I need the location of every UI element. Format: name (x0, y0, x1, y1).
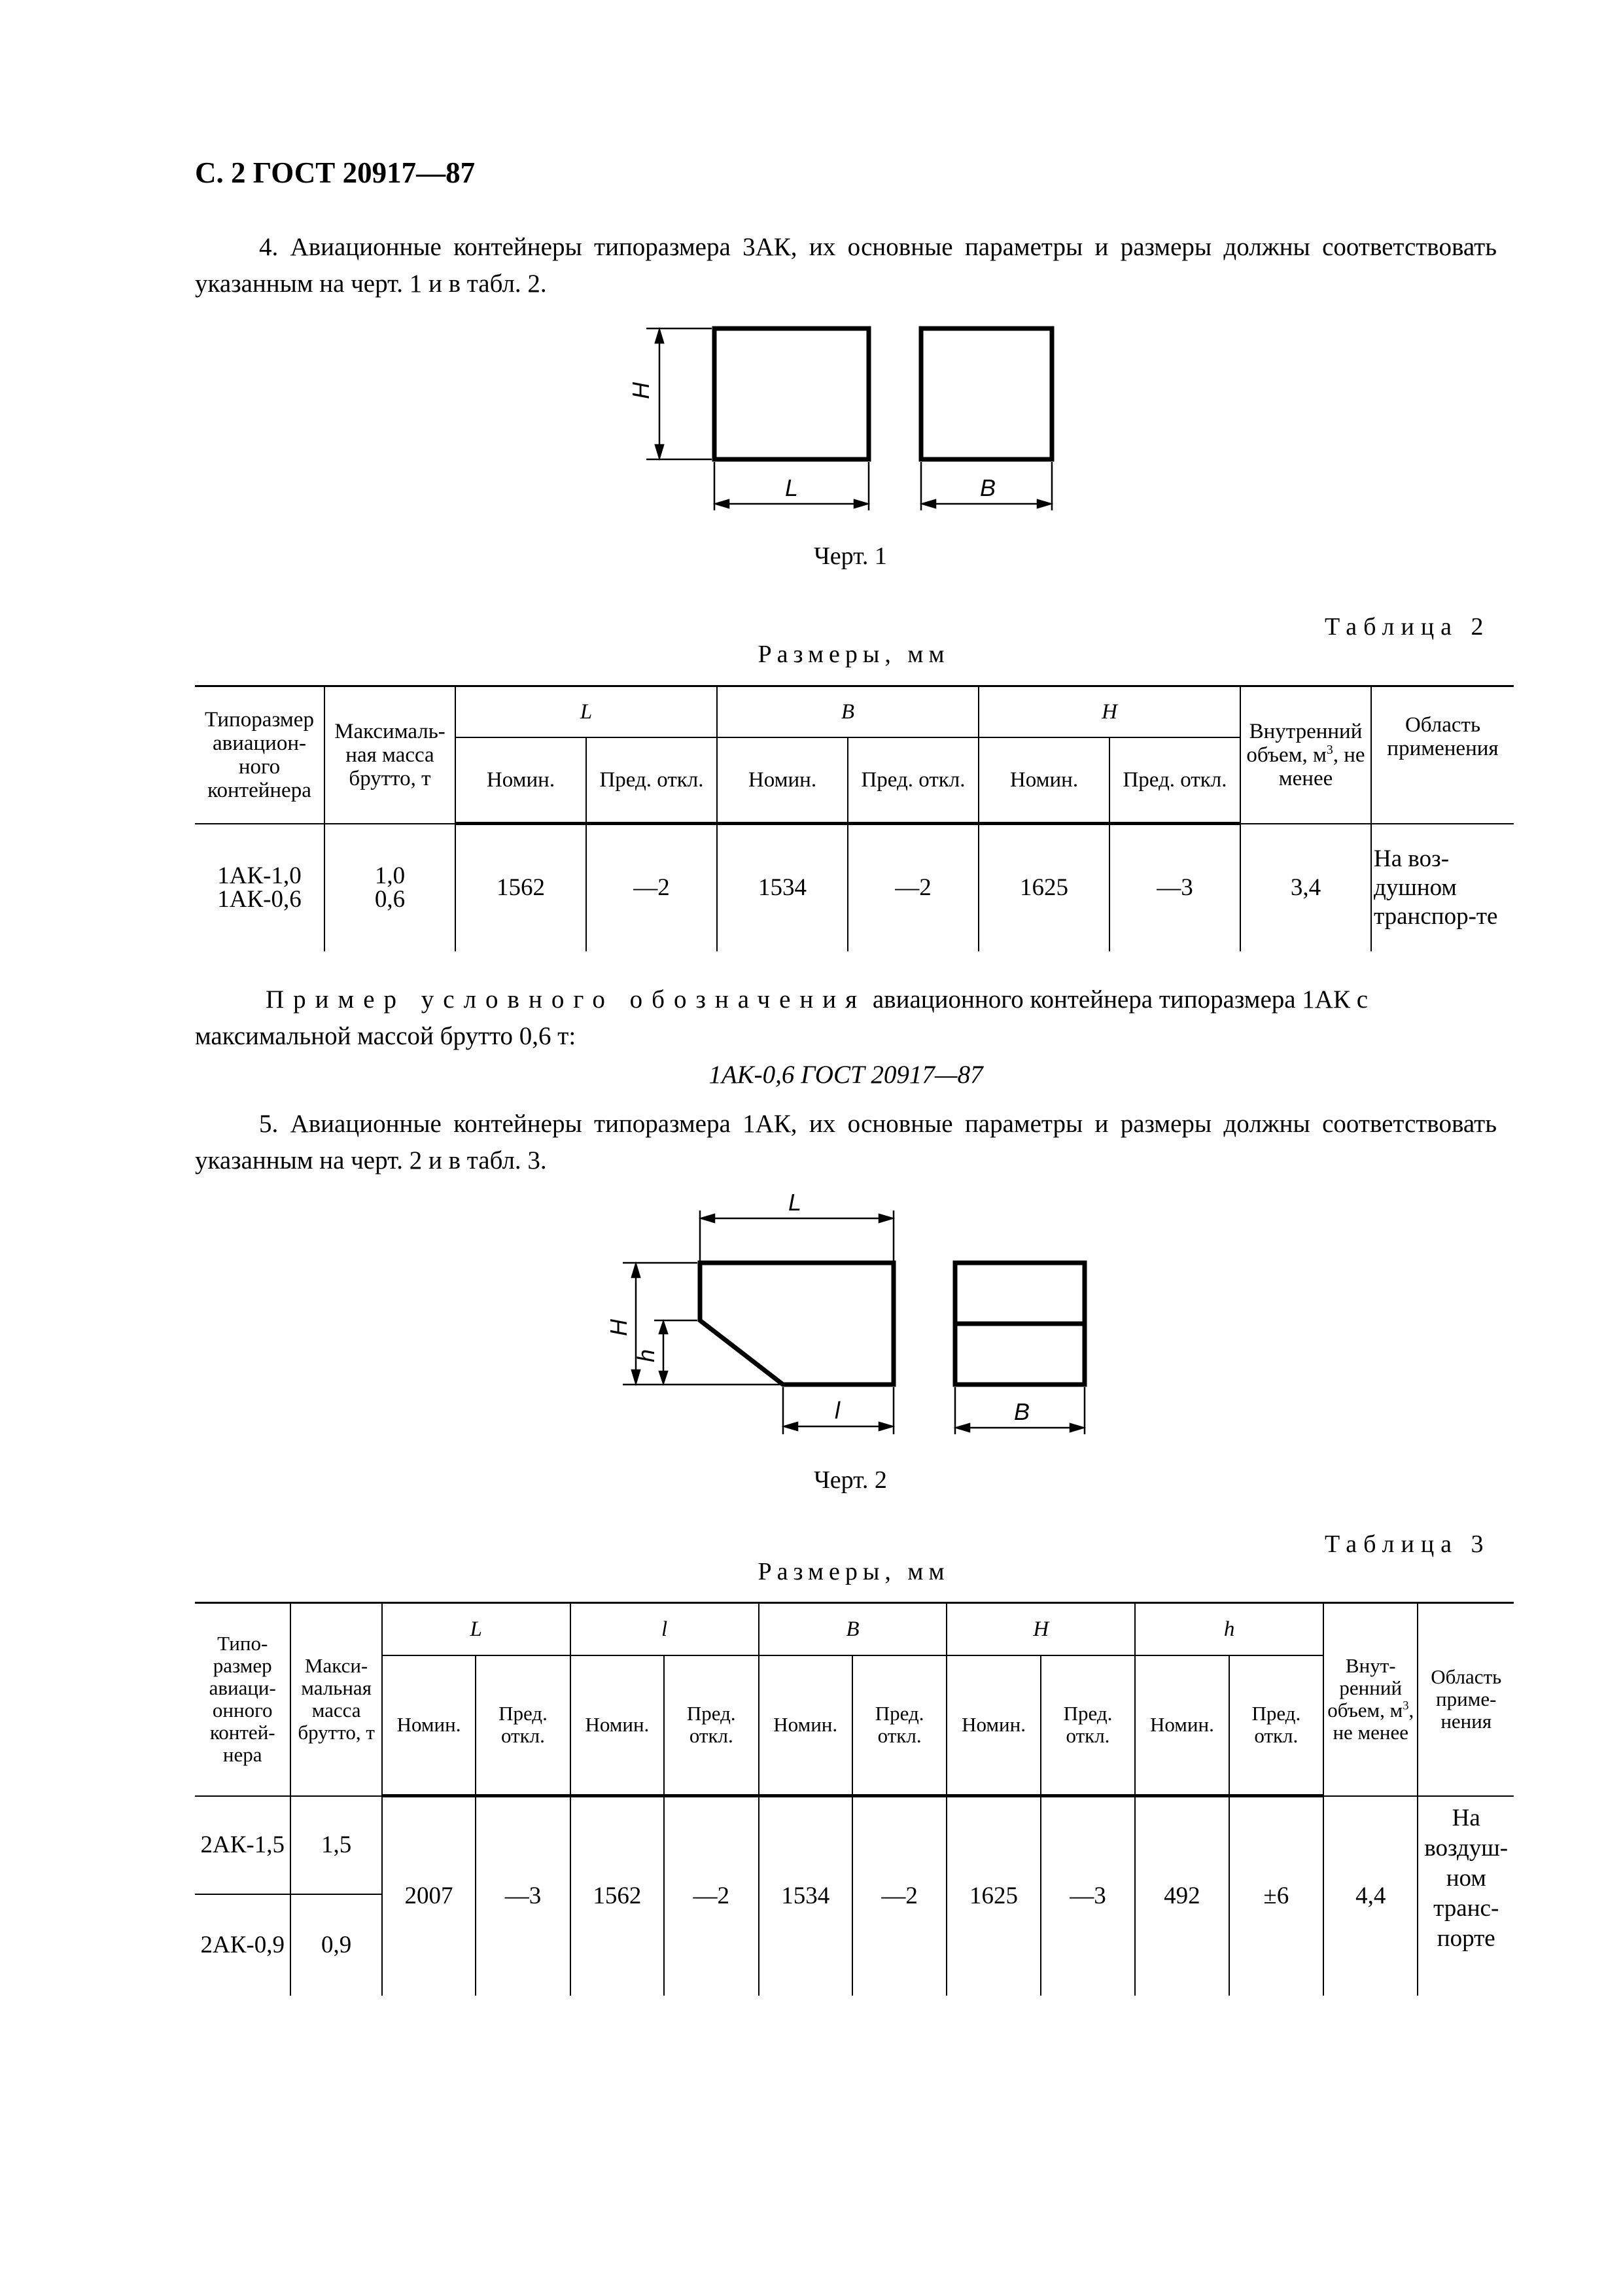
t3-cell-L-dev: —3 (476, 1796, 570, 1996)
table-2-units: Размеры, мм (758, 641, 950, 668)
figure-2-drawing (589, 1191, 1125, 1466)
table-3-title: Таблица 3 (1325, 1530, 1490, 1558)
t3-cell-mass-row1: 1,5 (290, 1796, 381, 1894)
t2-header-B: B (717, 686, 979, 737)
table-2 (195, 685, 1514, 951)
t2-header-type: Типоразмер авиацион-ного контейнера (195, 686, 324, 824)
fig2-label-l: l (835, 1397, 840, 1424)
t2-header-B-nom: Номин. (717, 737, 848, 824)
fig1-label-H: H (627, 382, 654, 399)
fig2-label-L: L (788, 1191, 802, 1216)
t3-header-B-nom: Номин. (759, 1655, 852, 1796)
fig2-dim-L (700, 1210, 894, 1263)
table-2-title: Таблица 2 (1325, 613, 1490, 641)
t3-cell-B-dev: —2 (852, 1796, 947, 1996)
t2-header-H: H (979, 686, 1240, 737)
t3-cell-area: На воздуш-ном транс-порте (1418, 1796, 1514, 1996)
t2-cell-H-dev: —3 (1109, 824, 1240, 951)
t3-cell-H-dev: —3 (1041, 1796, 1135, 1996)
t3-header-L: L (382, 1603, 570, 1655)
t3-header-H-nom: Номин. (947, 1655, 1040, 1796)
t3-cell-type-row1: 2АК-1,5 (195, 1796, 290, 1894)
figure-1-drawing (602, 314, 1073, 523)
fig1-label-B: B (980, 474, 996, 501)
fig1-front-view (714, 328, 869, 459)
t3-cell-B-nom: 1534 (759, 1796, 852, 1996)
t2-header-L: L (455, 686, 717, 737)
t3-header-B-dev: Пред. откл. (852, 1655, 947, 1796)
t3-cell-volume: 4,4 (1323, 1796, 1418, 1996)
t3-header-mass: Макси-мальная масса брутто, т (290, 1603, 381, 1796)
t2-cell-type: 1АК-1,0 1АК-0,6 (195, 824, 324, 951)
t3-cell-h-dev: ±6 (1229, 1796, 1323, 1996)
t3-cell-l-nom: 1562 (570, 1796, 664, 1996)
t3-header-area: Область приме-нения (1418, 1603, 1514, 1796)
fig1-dim-H (646, 328, 712, 459)
t2-header-B-dev: Пред. откл. (848, 737, 979, 824)
t2-header-volume: Внутренний объем, $м^3$, не менее (1240, 686, 1371, 824)
t2-cell-B-nom: 1534 (717, 824, 848, 951)
fig1-label-L: L (785, 474, 799, 501)
t3-header-h-dev: Пред. откл. (1229, 1655, 1323, 1796)
t2-cell-L-dev: —2 (586, 824, 717, 951)
fig1-side-view (921, 328, 1052, 459)
t3-header-H-dev: Пред. откл. (1041, 1655, 1135, 1796)
t3-cell-L-nom: 2007 (382, 1796, 476, 1996)
t3-header-B: B (759, 1603, 947, 1655)
example-rest: авиационного контейнера типоразмера 1АК с максимальной массой брутто 0,6 т: (195, 985, 1369, 1050)
figure-1-caption: Черт. 1 (814, 542, 887, 570)
page-header: С. 2 ГОСТ 20917—87 (195, 156, 476, 189)
fig2-label-B: B (1014, 1398, 1030, 1425)
fig2-side-profile (700, 1263, 894, 1385)
t2-cell-volume: 3,4 (1240, 824, 1371, 951)
figure-2-caption: Черт. 2 (814, 1466, 887, 1494)
t2-cell-L-nom: 1562 (455, 824, 586, 951)
t3-header-volume: Внут-ренний объем, $м^3$, не менее (1323, 1603, 1418, 1796)
t3-header-L-dev: Пред. откл. (476, 1655, 570, 1796)
t3-cell-l-dev: —2 (664, 1796, 758, 1996)
t2-header-H-nom: Номин. (979, 737, 1109, 824)
t3-header-l-nom: Номин. (570, 1655, 664, 1796)
t3-header-L-nom: Номин. (382, 1655, 476, 1796)
t3-header-type: Типо-размер авиаци-онного контей-нера (195, 1603, 290, 1796)
t2-header-L-dev: Пред. откл. (586, 737, 717, 824)
t2-header-H-dev: Пред. откл. (1109, 737, 1240, 824)
paragraph-4 (195, 229, 1497, 302)
t2-header-mass: Максималь-ная масса брутто, т (324, 686, 455, 824)
t3-cell-h-nom: 492 (1135, 1796, 1229, 1996)
t2-cell-H-nom: 1625 (979, 824, 1109, 951)
fig2-label-H: H (605, 1319, 632, 1336)
example-paragraph (195, 981, 1497, 1055)
example-spaced-phrase: Пример условного обозначения (266, 985, 867, 1014)
paragraph-5 (195, 1106, 1497, 1179)
table-3-units: Размеры, мм (758, 1558, 950, 1585)
t2-cell-mass: 1,0 0,6 (324, 824, 455, 951)
table-3 (195, 1602, 1514, 1996)
paragraph-4-text: 4. Авиационные контейнеры типоразмера 3АК, их основные параметры и размеры должны соответствовать указанным на черт. 1 и в табл. 2. (195, 233, 1497, 298)
t3-cell-H-nom: 1625 (947, 1796, 1040, 1996)
t2-cell-area: На воз-душном транспор-те (1371, 824, 1514, 951)
fig2-label-h: h (633, 1349, 659, 1362)
t3-header-l-dev: Пред. откл. (664, 1655, 758, 1796)
t3-header-l: l (570, 1603, 759, 1655)
t2-cell-B-dev: —2 (848, 824, 979, 951)
fig2-dim-h (654, 1320, 697, 1383)
t3-header-h: h (1135, 1603, 1323, 1655)
t3-cell-mass-row2: 0,9 (290, 1894, 381, 1996)
t3-header-H: H (947, 1603, 1135, 1655)
t3-cell-type-row2: 2АК-0,9 (195, 1894, 290, 1996)
t3-header-h-nom: Номин. (1135, 1655, 1229, 1796)
t2-header-L-nom: Номин. (455, 737, 586, 824)
example-designation: 1АК-0,6 ГОСТ 20917—87 (708, 1061, 983, 1089)
paragraph-5-text: 5. Авиационные контейнеры типоразмера 1АК, их основные параметры и размеры должны соответствовать указанным на черт. 2 и в табл. 3. (195, 1110, 1497, 1174)
t2-header-area: Область применения (1371, 686, 1514, 824)
